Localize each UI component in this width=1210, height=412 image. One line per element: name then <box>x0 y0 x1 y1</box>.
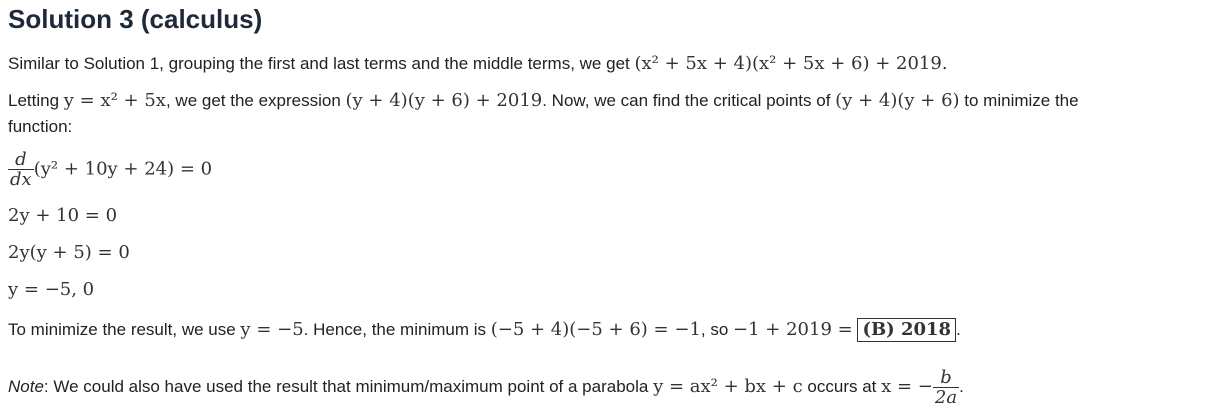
note-label: Note <box>8 376 44 396</box>
conclusion-end: . <box>956 320 961 339</box>
minimum-expression: (−5 + 4)(−5 + 6) = −1 <box>490 319 701 340</box>
note-paragraph <box>8 368 964 407</box>
substitution-end: to minimize the <box>959 91 1079 110</box>
vertex-x: x = − <box>881 375 933 397</box>
note-end: . <box>959 376 964 396</box>
equation-4: y = −5, 0 <box>8 279 95 300</box>
note-occurs: occurs at <box>802 376 882 396</box>
derivative-fraction <box>8 150 34 189</box>
equation-2: 2y + 10 = 0 <box>8 205 118 226</box>
substitution-mid: , we get the expression <box>165 91 346 110</box>
vertex-denominator: 2a <box>934 387 958 408</box>
grouped-expression: (x² + 5x + 4)(x² + 5x + 6) + 2019. <box>634 53 948 74</box>
substitution-wrap: function: <box>8 117 73 136</box>
conclusion-pre: To minimize the result, we use <box>8 320 241 339</box>
derivative-denominator: dx <box>10 169 32 190</box>
conclusion-paragraph <box>8 317 961 343</box>
boxed-answer: (B) 2018 <box>857 318 956 342</box>
expression-to-minimize: (y + 4)(y + 6) <box>835 90 960 111</box>
substitution-pre: Letting <box>8 91 64 110</box>
vertex-fraction <box>933 368 959 407</box>
conclusion-mid: . Hence, the minimum is <box>303 320 491 339</box>
derivative-numerator: d <box>15 149 27 170</box>
conclusion-so: , so <box>700 320 734 339</box>
intro-paragraph <box>8 51 948 77</box>
substitution-after: . Now, we can find the critical points of <box>542 91 836 110</box>
note-text: : We could also have used the result that minimum/maximum point of a parabola <box>43 376 654 396</box>
final-sum: −1 + 2019 = <box>733 319 853 340</box>
expression-in-y: (y + 4)(y + 6) + 2019 <box>345 90 543 111</box>
intro-text: Similar to Solution 1, grouping the first and last terms and the middle terms, we get <box>8 54 635 73</box>
derivative-rest: (y² + 10y + 24) = 0 <box>33 158 213 180</box>
chosen-y: y = −5 <box>240 319 304 340</box>
substitution-expression: y = x² + 5x <box>63 90 166 111</box>
vertex-numerator: b <box>940 367 952 388</box>
derivative-equation <box>8 150 212 189</box>
page-title: Solution 3 (calculus) <box>8 4 263 34</box>
parabola-equation: y = ax² + bx + c <box>653 375 803 397</box>
equation-3: 2y(y + 5) = 0 <box>8 242 130 263</box>
substitution-paragraph <box>8 88 1203 140</box>
